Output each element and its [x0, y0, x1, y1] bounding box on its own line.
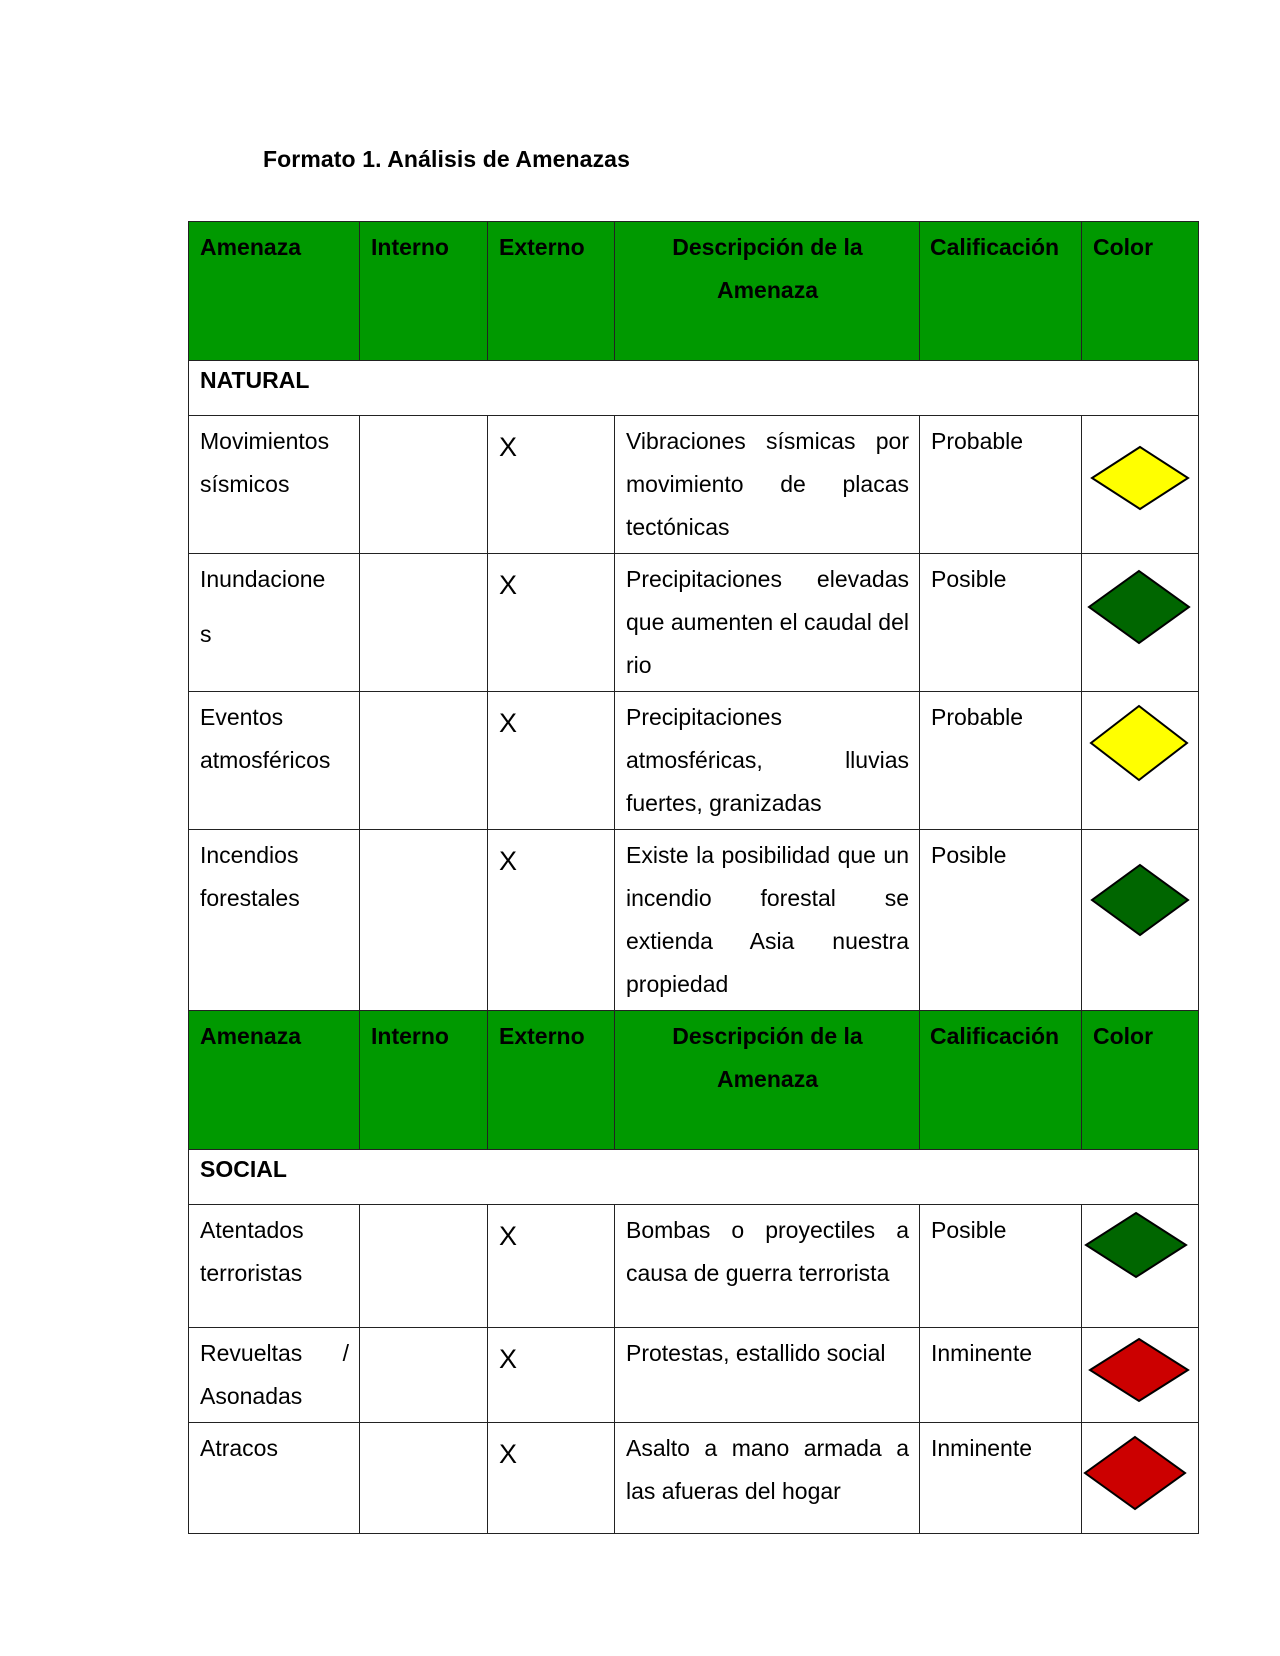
table-header-row [189, 1011, 1199, 1150]
diamond-shape [1092, 447, 1188, 509]
diamond-shape [1086, 1213, 1186, 1277]
header-amenaza: Amenaza [189, 222, 360, 361]
amenaza-cell: Inundaciones [200, 566, 326, 647]
yellow-diamond-icon [1089, 704, 1189, 782]
diamond-shape [1089, 571, 1189, 643]
interno-cell [360, 554, 488, 692]
table-row [189, 830, 1199, 1011]
amenaza-cell: Eventos atmosféricos [189, 692, 360, 830]
green-diamond-icon [1087, 569, 1191, 645]
externo-mark: X [499, 846, 518, 876]
descripcion-cell: Protestas, estallido social [615, 1328, 920, 1423]
calificacion-cell: Posible [920, 830, 1082, 1011]
red-diamond-icon [1083, 1435, 1187, 1511]
diamond-shape [1091, 706, 1187, 780]
green-diamond-icon [1090, 863, 1190, 937]
amenaza-cell: Revueltas / Asonadas [189, 1328, 360, 1423]
header-descripcion: Descripción de la Amenaza [615, 222, 920, 361]
calificacion-cell: Probable [920, 692, 1082, 830]
color-cell [1082, 1328, 1199, 1423]
calificacion-cell: Probable [920, 416, 1082, 554]
amenaza-cell: Atracos [189, 1423, 360, 1534]
amenaza-cell: Movimientos sísmicos [189, 416, 360, 554]
descripcion-cell: Bombas o proyectiles a causa de guerra terrorista [615, 1205, 920, 1328]
calificacion-cell: Posible [920, 554, 1082, 692]
table-header-row [189, 222, 1199, 361]
header-interno: Interno [360, 1011, 488, 1150]
interno-cell [360, 416, 488, 554]
interno-cell [360, 1328, 488, 1423]
threat-analysis-table [188, 221, 1199, 1534]
externo-mark: X [499, 570, 518, 600]
table-row [189, 692, 1199, 830]
color-cell [1082, 554, 1199, 692]
descripcion-cell: Precipitaciones elevadas que aumenten el caudal del rio [615, 554, 920, 692]
section-row-social [189, 1150, 1199, 1205]
color-cell [1082, 1205, 1199, 1328]
calificacion-cell: Inminente [920, 1423, 1082, 1534]
color-cell [1082, 692, 1199, 830]
header-calificacion: Calificación [920, 222, 1082, 361]
externo-mark: X [499, 432, 518, 462]
externo-mark: X [499, 1344, 518, 1374]
yellow-diamond-icon [1090, 445, 1190, 511]
header-externo: Externo [488, 222, 615, 361]
interno-cell [360, 830, 488, 1011]
page-title: Formato 1. Análisis de Amenazas [263, 146, 630, 172]
green-diamond-icon [1084, 1211, 1188, 1279]
amenaza-cell: Atentados terroristas [189, 1205, 360, 1328]
section-row-natural [189, 361, 1199, 416]
interno-cell [360, 1423, 488, 1534]
table-row [189, 1205, 1199, 1328]
amenaza-cell: Incendios forestales [189, 830, 360, 1011]
color-cell [1082, 1423, 1199, 1534]
section-label: NATURAL [189, 361, 1199, 416]
header-descripcion: Descripción de la Amenaza [615, 1011, 920, 1150]
descripcion-cell: Precipitaciones atmosféricas, lluvias fuertes, granizadas [615, 692, 920, 830]
calificacion-cell: Posible [920, 1205, 1082, 1328]
table-row [189, 554, 1199, 692]
descripcion-cell: Asalto a mano armada a las afueras del hogar [615, 1423, 920, 1534]
interno-cell [360, 1205, 488, 1328]
diamond-shape [1085, 1437, 1185, 1509]
table-row [189, 1423, 1199, 1534]
table-row [189, 416, 1199, 554]
color-cell [1082, 830, 1199, 1011]
header-interno: Interno [360, 222, 488, 361]
externo-mark: X [499, 1221, 518, 1251]
table-row [189, 1328, 1199, 1423]
red-diamond-icon [1088, 1337, 1190, 1403]
descripcion-cell: Vibraciones sísmicas por movimiento de placas tectónicas [615, 416, 920, 554]
interno-cell [360, 692, 488, 830]
section-label: SOCIAL [189, 1150, 1199, 1205]
header-externo: Externo [488, 1011, 615, 1150]
descripcion-cell: Existe la posibilidad que un incendio forestal se extienda Asia nuestra propiedad [615, 830, 920, 1011]
color-cell [1082, 416, 1199, 554]
header-amenaza: Amenaza [189, 1011, 360, 1150]
header-color: Color [1082, 1011, 1199, 1150]
calificacion-cell: Inminente [920, 1328, 1082, 1423]
header-calificacion: Calificación [920, 1011, 1082, 1150]
diamond-shape [1092, 865, 1188, 935]
externo-mark: X [499, 1439, 518, 1469]
diamond-shape [1090, 1339, 1188, 1401]
externo-mark: X [499, 708, 518, 738]
header-color: Color [1082, 222, 1199, 361]
